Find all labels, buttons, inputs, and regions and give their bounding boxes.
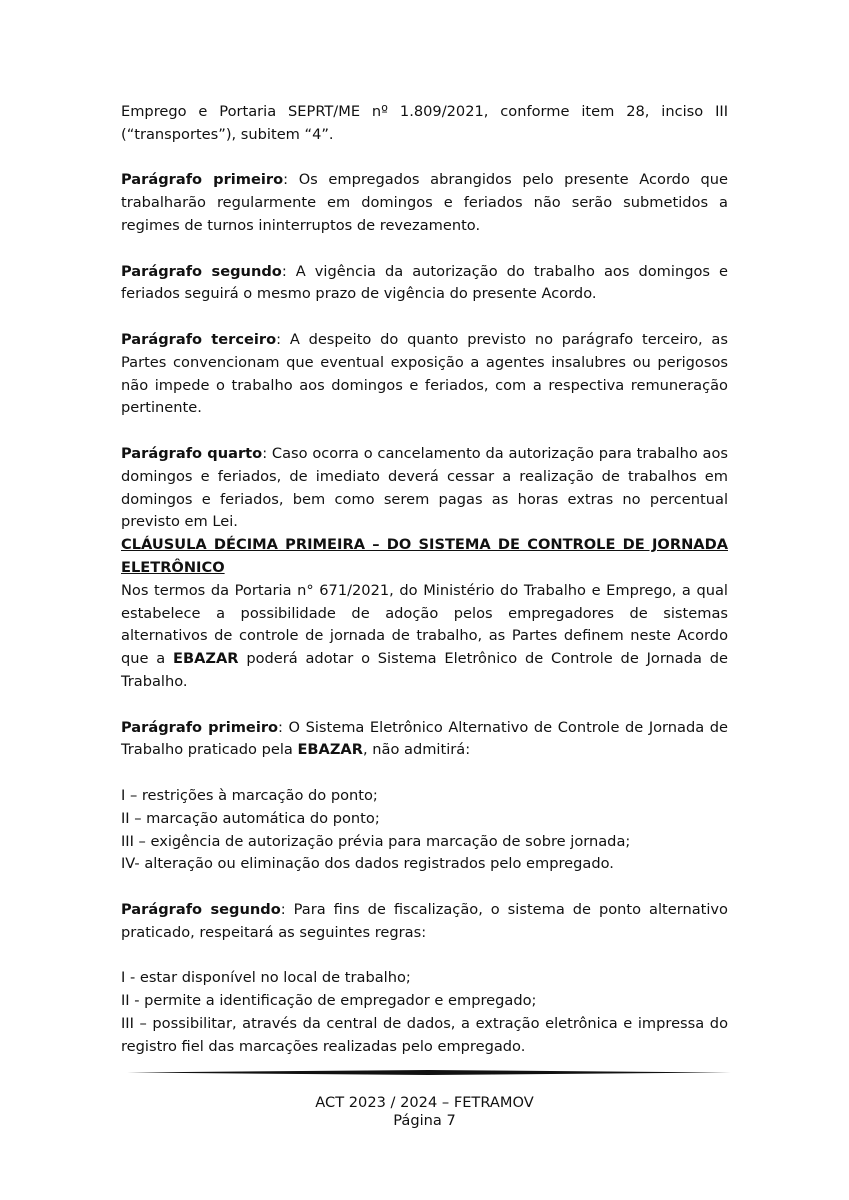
paragraph-segundo: Parágrafo segundo: A vigência da autorização do trabalho aos domingos e feriados seguirá o mesmo prazo de vigência do presente Acordo. (121, 262, 728, 303)
list-item: I - estar disponível no local de trabalho; (121, 969, 411, 987)
paragraph-text: A despeito do quanto previsto no parágrafo terceiro, as Partes convencionam que eventual exposição a agentes insalubres ou perigosos não impede o trabalho aos domingos e feriados, com a respectiva remuneração pertinente. (121, 330, 728, 417)
list-item: IV- alteração ou eliminação dos dados registrados pelo empregado. (121, 855, 614, 873)
company-name: EBAZAR (173, 650, 239, 668)
page-footer (0, 1094, 849, 1130)
list-item: II – marcação automática do ponto; (121, 809, 380, 827)
paragraph-label: Parágrafo segundo (121, 262, 282, 280)
company-name: EBAZAR (297, 741, 363, 759)
paragraph-label: Parágrafo primeiro (121, 171, 284, 189)
list-item: II - permite a identificação de empregador e empregado; (121, 992, 537, 1010)
continuation-paragraph: Emprego e Portaria SEPRT/ME nº 1.809/2021, conforme item 28, inciso III (“transportes”), subitem “4”. (121, 103, 728, 143)
clause-heading: CLÁUSULA DÉCIMA PRIMEIRA – DO SISTEMA DE CONTROLE DE JORNADA ELETRÔNICO (121, 536, 728, 576)
paragraph-text: A vigência da autorização do trabalho aos domingos e feriados seguirá o mesmo prazo de vigência do presente Acordo. (121, 262, 728, 303)
page-number: Página 7 (393, 1112, 456, 1129)
paragraph-label: Parágrafo quarto (121, 444, 263, 462)
paragraph-terceiro: Parágrafo terceiro: A despeito do quanto previsto no parágrafo terceiro, as Partes convencionam que eventual exposição a agentes insalubres ou perigosos não impede o trabalho aos domingos e feriados, com a respectiva remuneração pertinente. (121, 330, 728, 417)
paragraph-quarto: Parágrafo quarto: Caso ocorra o cancelamento da autorização para trabalho aos domingos e feriados, de imediato deverá cessar a realização de trabalhos em domingos e feriados, bem como serem pagas as horas extras no percentual previsto em Lei. (121, 444, 729, 531)
list-regras (121, 967, 728, 1058)
footer-title: ACT 2023 / 2024 – FETRAMOV (315, 1094, 534, 1111)
clause-paragraph-segundo: Parágrafo segundo: Para fins de fiscalização, o sistema de ponto alternativo praticado, respeitará as seguintes regras: (121, 900, 728, 941)
paragraph-primeiro: Parágrafo primeiro: Os empregados abrangidos pelo presente Acordo que trabalharão regularmente em domingos e feriados não serão submetidos a regimes de turnos ininterruptos de revezamento. (121, 171, 729, 234)
document-body (121, 101, 728, 1058)
clause-paragraph-primeiro: Parágrafo primeiro: O Sistema Eletrônico Alternativo de Controle de Jornada de Trabalho praticado pela EBAZAR, não admitirá: (121, 718, 728, 759)
list-item: I – restrições à marcação do ponto; (121, 786, 378, 804)
paragraph-text: Os empregados abrangidos pelo presente Acordo que trabalharão regularmente em domingos e feriados não serão submetidos a regimes de turnos ininterruptos de revezamento. (121, 171, 729, 234)
clause-intro: Nos termos da Portaria n° 671/2021, do Ministério do Trabalho e Emprego, a qual estabelece a possibilidade de adoção pelos empregadores de sistemas alternativos de controle de jornada de trabalho, as Partes definem neste Acordo que a EBAZAR poderá adotar o Sistema Eletrônico de Controle de Jornada de Trabalho. (121, 581, 728, 690)
footer-divider (125, 1070, 731, 1075)
paragraph-text: Caso ocorra o cancelamento da autorização para trabalho aos domingos e feriados, de imediato deverá cessar a realização de trabalhos em domingos e feriados, bem como serem pagas as horas extras no percentual previsto em Lei. (121, 444, 729, 531)
paragraph-label: Parágrafo primeiro (121, 718, 279, 736)
list-nao-admitira (121, 785, 728, 876)
list-item: III – exigência de autorização prévia para marcação de sobre jornada; (121, 832, 631, 850)
list-item: III – possibilitar, através da central de dados, a extração eletrônica e impressa do registro fiel das marcações realizadas pelo empregado. (121, 1014, 728, 1055)
paragraph-label: Parágrafo terceiro (121, 330, 277, 348)
paragraph-label: Parágrafo segundo (121, 900, 281, 918)
